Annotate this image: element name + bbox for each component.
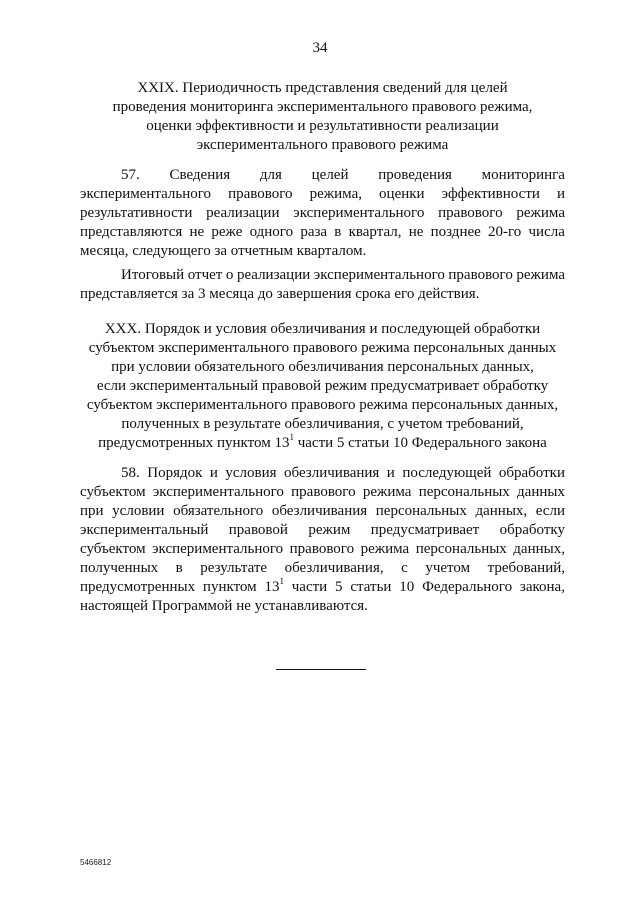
word: если [535,503,565,519]
word: правовой [228,522,288,538]
word: оценки [379,186,425,202]
word: не [408,224,424,240]
word: субъектом [80,484,146,500]
word: для [259,167,282,183]
word: персональных [375,503,467,519]
text-line [80,540,565,559]
end-divider-line [276,669,366,670]
word: последующей [402,465,492,481]
word: отчет [187,267,223,283]
word: режима [516,205,565,221]
word: 58. [121,465,140,481]
word: части [291,579,328,595]
word: закона, [519,579,565,595]
word: Итоговый [121,267,185,283]
word: полученных [80,560,159,576]
heading-text: части 5 статьи 10 Федерального закона [293,435,547,451]
word: правового [448,267,513,283]
page-number: 34 [312,40,328,56]
word: с [401,560,408,576]
text-line [80,559,565,578]
word: квартал, [348,224,402,240]
word: Порядок [147,465,203,481]
text-line [80,204,565,223]
text-line [80,521,565,540]
word: обезличивания [284,465,380,481]
text-line [80,223,565,242]
heading-line: при условии обязательного обезличивания персональных данных, [111,359,534,375]
text-line [80,185,565,204]
word: и [386,465,395,481]
word [264,578,284,597]
word: числа [528,224,565,240]
word: в [175,560,183,576]
superscript: 1 [289,432,294,442]
text-line [80,597,565,616]
word: 20-го [488,224,522,240]
word: данных, [475,503,528,519]
word: мониторинга [481,167,565,183]
word: 57. [121,167,140,183]
word: правового [291,484,356,500]
word: предусматривает [370,522,480,538]
word: режима [362,484,412,500]
word: результативности [80,205,193,221]
section-29-heading [80,79,565,155]
word: правового [289,541,355,557]
word: раза [300,224,328,240]
word: данных, [513,541,565,557]
text-line [80,166,565,185]
word: правового [438,205,503,221]
heading-line: XXX. Порядок и условия обезличивания и последующей обработки [104,321,541,337]
superscript: 1 [279,576,284,586]
word: при [80,503,104,519]
text-line [80,242,565,261]
word: правового [228,186,293,202]
word: позднее [430,224,481,240]
word: результате [200,560,268,576]
text-line [80,266,565,285]
word: одного [249,224,294,240]
word: режима, [309,186,362,202]
word: проведения [378,167,452,183]
word: учетом [425,560,471,576]
text-line [80,483,565,502]
word: режима [516,267,565,283]
word: обезличивания, [284,560,384,576]
word: требований, [487,560,565,576]
word: обработки [498,465,565,481]
paragraph-57 [80,166,565,261]
word: условия [225,465,277,481]
heading-line: XXIX. Периодичность представления сведений для целей [137,80,508,96]
word: эффективности [441,186,540,202]
word: предусмотренных [80,579,196,595]
word: персональных [418,484,510,500]
text-line [80,285,565,304]
heading-line: если экспериментальный правовой режим предусматривает обработку [96,378,549,394]
heading-line: субъектом экспериментального правового режима персональных данных [88,340,557,356]
word: настоящей Программой не устанавливаются. [80,598,368,614]
heading-line: субъектом экспериментального правового режима персональных данных, [86,397,559,413]
word: экспериментального [152,541,284,557]
word: и [209,465,218,481]
word: экспериментального [313,267,445,283]
word: обработку [499,522,565,538]
word: Федерального [422,579,513,595]
word: и [556,186,565,202]
word: представляются [80,224,183,240]
word: целей [311,167,349,183]
document-code: 5466812 [80,858,112,867]
word: режим [308,522,351,538]
word: экспериментального [80,186,212,202]
word: обезличивания [271,503,368,519]
word: субъектом [80,541,146,557]
section-30-heading [80,320,565,453]
word: обязательного [173,503,264,519]
heading-line: оценки эффективности и результативности реализации [146,118,499,134]
word: экспериментального [293,205,425,221]
paragraph-58 [80,464,565,616]
word: Сведения [169,167,231,183]
word: экспериментального [152,484,284,500]
text-line [80,502,565,521]
word-text: 13 [264,579,280,595]
heading-text: предусмотренных пунктом 13 [98,435,290,451]
heading-line: полученных в результате обезличивания, с учетом требований, [121,416,524,432]
word: режима [360,541,410,557]
word: условии [112,503,165,519]
word: реализации [206,205,280,221]
word: в [334,224,342,240]
word: пунктом [202,579,257,595]
heading-line [80,434,565,453]
text-line [80,578,565,597]
word: 5 [335,579,343,595]
word: реже [211,224,243,240]
text-line [80,464,565,483]
word: 10 [399,579,415,595]
heading-line: экспериментального правового режима [196,137,449,153]
word: не [189,224,205,240]
word: реализации [236,267,311,283]
paragraph-57-final-report [80,266,565,304]
word: данных [517,484,565,500]
heading-line: проведения мониторинга экспериментального правового режима, [112,99,533,115]
word: персональных [415,541,507,557]
word: представляется за 3 месяца до завершения срока его действия. [80,286,480,302]
word: месяца, следующего за отчетным кварталом. [80,243,367,259]
word: о [225,267,234,283]
word: статьи [350,579,392,595]
word: экспериментальный [80,522,209,538]
